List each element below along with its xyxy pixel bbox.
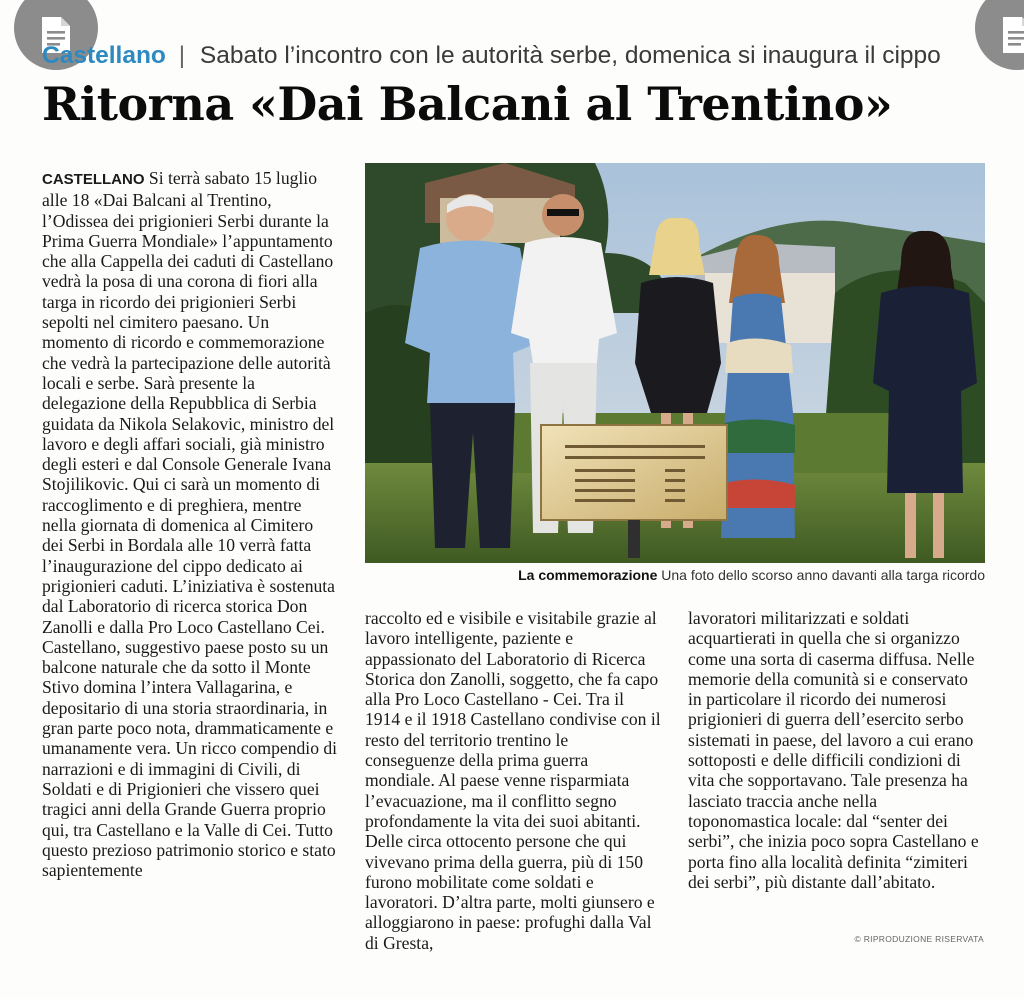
article-column-1 (42, 168, 338, 880)
copyright-notice: © RIPRODUZIONE RISERVATA (854, 934, 984, 944)
document-icon (1000, 15, 1024, 55)
article-column-2: raccolto ed e visibile e visitabile grazie al lavoro intelligente, paziente e appassionato del Laboratorio di Ricerca Storica don Zanolli, soggetto, che fa capo alla Pro Loco Castellano - Cei. Tra il 1914 e il 1918 Castellano condivise con il resto del territorio trentino le conseguenze della prima guerra mondiale. Al paese venne risparmiata l’evacuazione, ma il conflitto segno profondamente la vita dei suoi abitanti. Delle circa ottocento persone che qui vivevano prima della guerra, più di 150 furono mobilitate come soldati e lavoratori. D’altra parte, molti giunsero e alloggiarono in paese: profughi dalla Val di Gresta, (365, 608, 661, 953)
photo-caption (365, 566, 985, 584)
dateline: CASTELLANO (42, 171, 145, 188)
article-column-3: lavoratori militarizzati e soldati acquartierati in quella che si organizzo come una sorta di caserma diffusa. Nelle memorie della comunità si e conservato in particolare il ricordo dei numerosi prigionieri di guerra dell’esercito serbo sistemati in paese, del lavoro a cui erano sottoposti e delle difficili condizioni di vita che sopportavano. Tale presenza ha lasciato traccia anche nella toponomastica locale: dal “senter dei serbi”, che inizia poco sopra Castellano e porta fino alla località definita “zimiteri dei serbi”, più distante dall’abitato. (688, 608, 979, 892)
commemoration-photo (365, 163, 985, 563)
caption-title: La commemorazione (518, 567, 658, 583)
column-1-text: Si terrà sabato 15 luglio alle 18 «Dai Balcani al Trentino, l’Odissea dei prigionieri Serbi durante la Prima Guerra Mondiale» l’appuntamento che alla Cappella dei caduti di Castellano vedrà la posa di una corona di fiori alla targa in ricordo dei prigionieri Serbi sepolti nel cimitero paesano. Un momento di ricordo e commemorazione che vedrà la partecipazione delle autorità locali e serbe. Sarà presente la delegazione della Repubblica di Serbia guidata da Nikola Selakovic, ministro del lavoro e degli affari sociali, già ministro degli esteri e dal Console Generale Ivana Stojilikovic. Qui ci sarà un momento di raccoglimento e di preghiera, mentre nella giornata di domenica al Cimitero dei Serbi in Bordala alle 10 verrà fatta l’inaugurazione del cippo dedicato ai prigionieri caduti. L’iniziativa è sostenuta dal Laboratorio di ricerca storica Don Zanolli e dalla Pro Loco Castellano Cei. Castellano, suggestivo paese posto su un balcone naturale che da sotto il Monte Stivo domina l’intera Vallagarina, e depositario di una storia straordinaria, in gran parte poco nota, drammaticamente e umanamente vera. Un ricco compendio di narrazioni e di immagini di Civili, di Soldati e di Prigionieri che vissero quei tragici anni della Grande Guerra proprio qui, tra Castellano e la Valle di Cei. Tutto questo prezioso patrimonio storico e stato sapientemente (42, 168, 338, 881)
headline: Ritorna «Dai Balcani al Trentino» (42, 77, 893, 131)
kicker-text: Sabato l’incontro con le autorità serbe, domenica si inaugura il cippo (199, 42, 941, 69)
kicker (42, 40, 1002, 72)
kicker-place: Castellano (42, 42, 166, 69)
caption-text: Una foto dello scorso anno davanti alla targa ricordo (661, 567, 985, 583)
kicker-separator: | (178, 42, 186, 69)
